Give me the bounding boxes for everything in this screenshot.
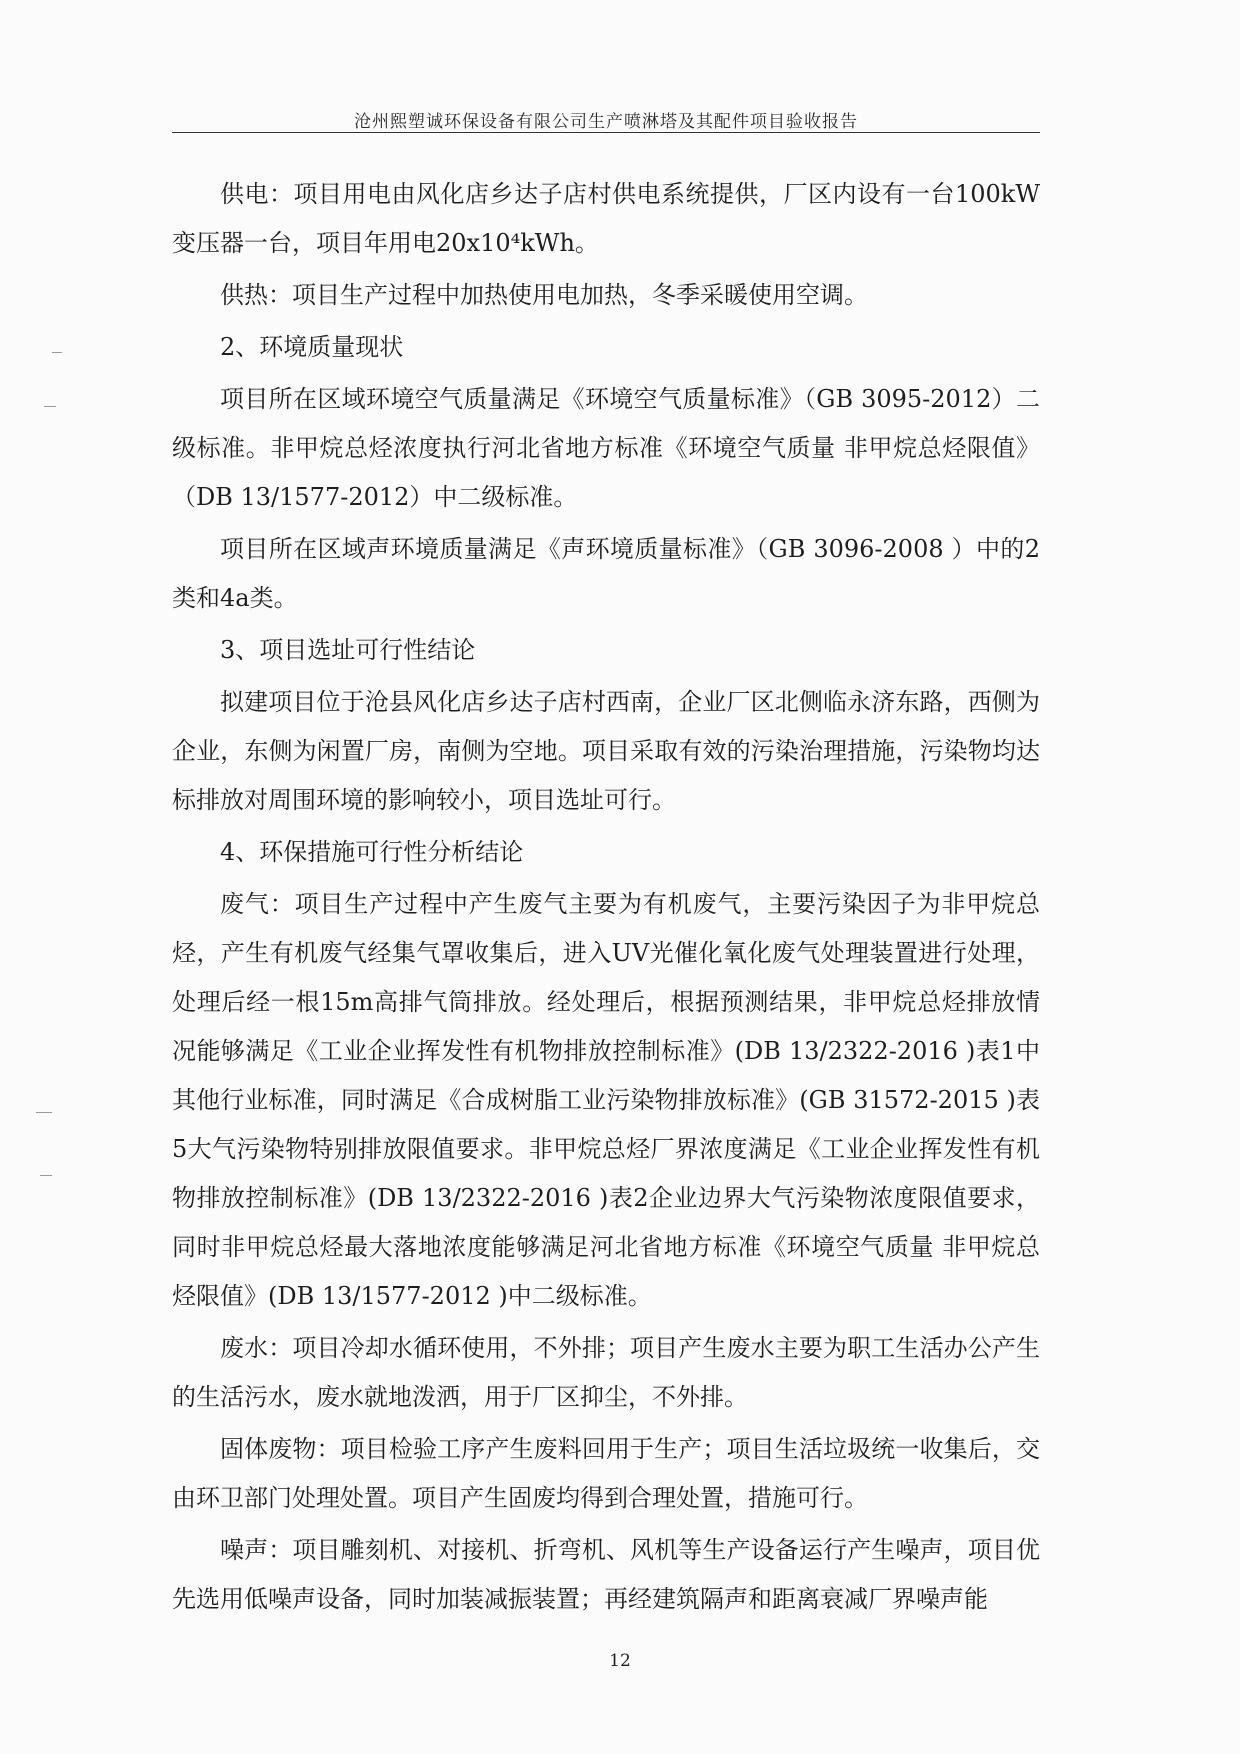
section-heading-site-feasibility: 3、项目选址可行性结论: [220, 636, 476, 664]
paragraph-air-quality: 项目所在区域环境空气质量满足《环境空气质量标准》（GB 3095-2012）二级标准。非甲烷总烃浓度执行河北省地方标准《环境空气质量 非甲烷总烃限值》（DB 13/1577-2012）中二级标准。: [172, 385, 1040, 511]
section-heading-measures-feasibility: 4、环保措施可行性分析结论: [220, 838, 524, 866]
paragraph-power-supply: 供电：项目用电由风化店乡达子店村供电系统提供，厂区内设有一台100kW变压器一台，项目年用电20x10⁴kWh。: [172, 180, 1040, 257]
report-body: [172, 170, 1040, 1627]
scan-mark: [36, 1112, 52, 1113]
paragraph-waste-water: 废水：项目冷却水循环使用，不外排；项目产生废水主要为职工生活办公产生 的生活污水，废水就地泼洒，用于厂区抑尘，不外排。: [172, 1334, 1040, 1411]
paragraph-site-location: 拟建项目位于沧县风化店乡达子店村西南，企业厂区北侧临永济东路，西侧为企业，东侧为闲置厂房，南侧为空地。项目采取有效的污染治理措施，污染物均达标排放对周围环境的影响较小，项目选址可行。: [172, 688, 1040, 814]
paragraph-noise-quality: 项目所在区域声环境质量满足《声环境质量标准》（GB 3096-2008 ）中的2类和4a类。: [172, 535, 1040, 612]
paragraph-heating: 供热：项目生产过程中加热使用电加热，冬季采暖使用空调。: [220, 281, 868, 309]
paragraph-noise: 噪声：项目雕刻机、对接机、折弯机、风机等生产设备运行产生噪声，项目优先选用低噪声设备，同时加装减振装置；再经建筑隔声和距离衰减厂界噪声能: [172, 1536, 1040, 1613]
section-heading-environment-quality: 2、环境质量现状: [220, 333, 404, 361]
paragraph-solid-waste: 固体废物：项目检验工序产生废料回用于生产；项目生活垃圾统一收集后，交由环卫部门处理处置。项目产生固废均得到合理处置，措施可行。: [172, 1435, 1040, 1512]
scan-mark: [44, 406, 56, 407]
scan-mark: [40, 1175, 52, 1176]
header-divider: [172, 132, 1040, 133]
paragraph-waste-gas: 废气：项目生产过程中产生废气主要为有机废气，主要污染因子为非甲烷总烃，产生有机废气经集气罩收集后，进入UV光催化氧化废气处理装置进行处理，处理后经一根15m高排气筒排放。经处理后，根据预测结果，非甲烷总烃排放情况能够满足《工业企业挥发性有机物排放控制标准》(DB 13/2322-2016 )表1中其他行业标准，同时满足《合成树脂工业污染物排放标准》(GB 31572-2015 )表5大气污染物特别排放限值要求。非甲烷总烃厂界浓度满足《工业企业挥发性有机物排放控制标准》(DB 13/2322-2016 )表2企业边界大气污染物浓度限值要求，同时非甲烷总烃最大落地浓度能够满足河北省地方标准《环境空气质量 非甲烷总烃限值》(DB 13/1577-2012 )中二级标准。: [172, 890, 1040, 1310]
report-header-title: 沧州熙塑诚环保设备有限公司生产喷淋塔及其配件项目验收报告: [354, 112, 858, 132]
page-number: 12: [609, 1651, 631, 1671]
scan-mark: [52, 352, 62, 353]
